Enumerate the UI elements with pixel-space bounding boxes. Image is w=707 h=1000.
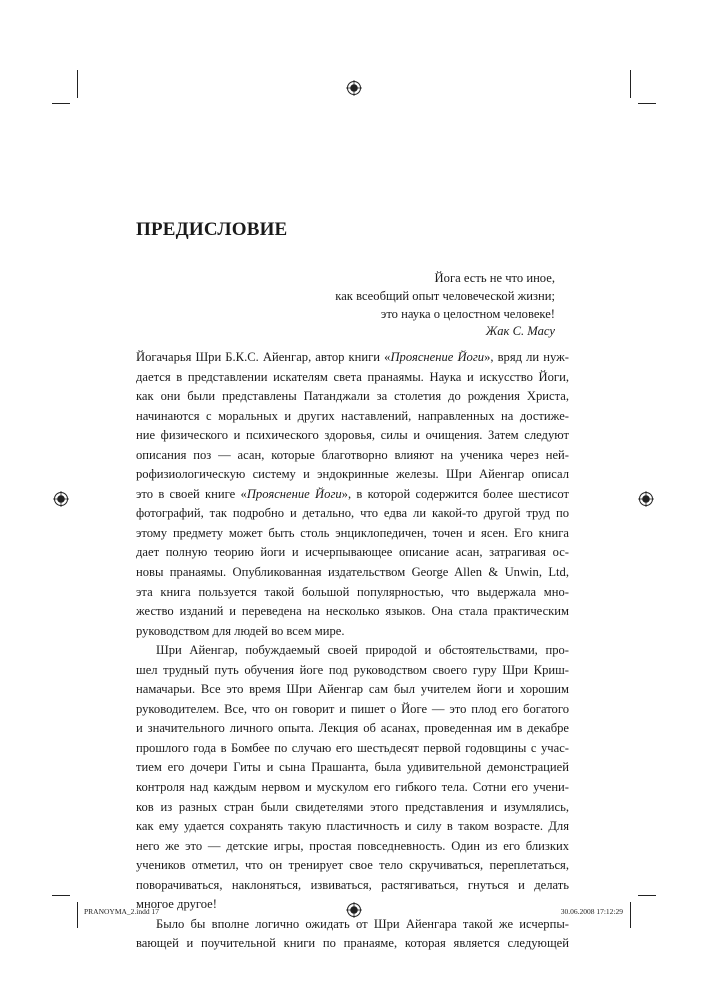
text-line: эта книга пользуется такой большой популярностью, что выдержала мно- [136,584,569,599]
paragraph-3 [136,915,569,954]
crop-mark-top-right-v [630,70,631,98]
text-line: Шри Айенгар, побуждаемый своей природой и обстоятельствами, про- [156,643,569,658]
text-line: начинаются с моральных и других наставлений, направленных на достиже- [136,408,569,423]
text-line: жество изданий и переведена на несколько языков. Она стала практическим [136,604,569,619]
text-line: Йогачарья Шри Б.К.С. Айенгар, автор книги «Прояснение Йоги», вряд ли нуж- [136,350,569,364]
paragraph-2 [136,641,569,915]
text-line: контроля над каждым нервом и мускулом его гибкого тела. Сотни его учени- [136,780,569,795]
slug-file-info: PRANOYMA_2.indd 17 [84,907,160,916]
crop-mark-top-left-h [52,103,70,104]
epigraph-line: как всеобщий опыт человеческой жизни; [335,288,555,303]
crop-mark-top-right-h [638,103,656,104]
text-line: тием его дочери Гиты и сына Прашанта, была удивительной демонстрацией [136,760,569,775]
text-line: руководством для людей во всем мире. [136,623,345,638]
page-title: ПРЕДИСЛОВИЕ [136,219,288,240]
text-line: шел трудный путь обучения йоге под руководством своего гуру Шри Криш- [136,662,569,677]
text-line: как ему удается сохранять такую пластичность и силу в таком возрасте. Для [136,819,569,834]
text-line: него же это — детские игры, простая повседневность. Один из его близких [136,838,569,853]
text-line: как они были представлены Патанджали за столетия до рождения Христа, [136,389,569,404]
body-text [136,348,569,954]
text-line: дается в представлении искателям света пранаямы. Наука и искусство Йоги, [136,369,569,384]
epigraph-line: это наука о целостном человеке! [380,306,555,321]
text-line: вающей и поучительной книги по пранаяме, которая является следующей [136,936,569,951]
text-line: ков из разных стран были свидетелями этого представления и изумлялись, [136,799,569,814]
text-line: намачарьи. Все это время Шри Айенгар сам был учителем йоги и хорошим [136,682,569,697]
text-line: руководителем. Все, что он говорит и пишет о Йоге — это плод его богатого [136,701,569,716]
text-line: поворачиваться, наклоняться, извиваться, растягиваться, гнуться и делать [136,877,569,892]
text-line: и значительного личного опыта. Лекция об асанах, проведенная им в декабре [136,721,569,736]
registration-mark-icon [53,491,69,507]
epigraph-author: Жак С. Масу [485,324,555,339]
text-line: учеников отметил, что он тренирует свое тело скручиваться, переплетаться, [136,858,569,873]
epigraph [335,270,555,341]
text-line: это в своей книге «Прояснение Йоги», в которой содержится более шестисот [136,486,569,501]
epigraph-line: Йога есть не что иное, [434,271,555,285]
text-line: описания поз — асан, которые благотворно влияют на ученика через ней- [136,447,569,462]
text-line: прошлого года в Бомбее по случаю его шестьдесят первой годовщины с учас- [136,740,569,755]
crop-mark-bottom-right-h [638,895,656,896]
crop-mark-bottom-left-h [52,895,70,896]
text-line: фотографий, так подробно и детально, что едва ли какой-то другой труд по [136,506,569,521]
text-line: рофизиологическую систему и эндокринные железы. Шри Айенгар описал [136,467,569,482]
text-line: многое другое! [136,897,217,912]
text-line: Было бы вполне логично ожидать от Шри Айенгара такой же исчерпы- [156,916,569,931]
crop-mark-top-left-v [77,70,78,98]
crop-mark-bottom-left-v [77,902,78,928]
registration-mark-icon [346,80,362,96]
text-line: ние физического и психического здоровья, силы и очищения. Затем следуют [136,428,569,443]
paragraph-1 [136,348,569,641]
text-line: новы пранаямы. Опубликованная издательством George Allen & Unwin, Ltd, [136,565,569,580]
text-line: этому предмету может быть столь энциклопедичен, точен и ясен. Его книга [136,525,569,540]
slug-date-time: 30.06.2008 17:12:29 [560,907,623,916]
text-line: дает полную теорию йоги и исчерпывающее описание асан, затрагивая ос- [136,545,569,560]
crop-mark-bottom-right-v [630,902,631,928]
registration-mark-icon [638,491,654,507]
